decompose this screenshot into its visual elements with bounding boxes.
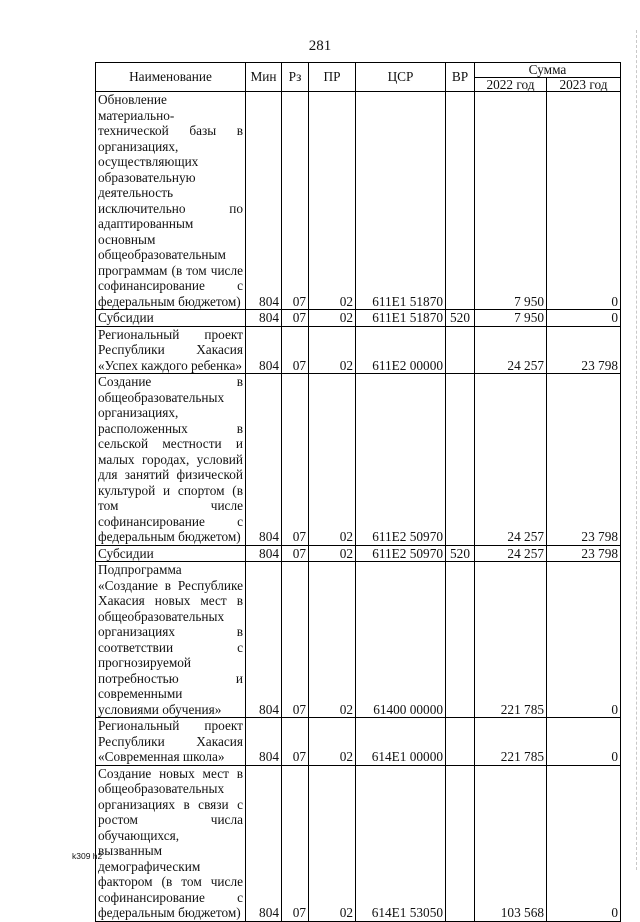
cell-min: 804 [246, 765, 282, 921]
cell-rz: 07 [282, 765, 309, 921]
cell-csr: 614E1 00000 [356, 718, 446, 766]
cell-csr: 611E2 00000 [356, 326, 446, 374]
cell-2022: 7 950 [475, 310, 547, 327]
header-sum: Сумма [475, 63, 621, 78]
header-vr: ВР [446, 63, 475, 92]
cell-csr: 611E1 51870 [356, 310, 446, 327]
cell-min: 804 [246, 374, 282, 546]
table-row [96, 765, 621, 921]
cell-vr [446, 718, 475, 766]
cell-min: 804 [246, 545, 282, 562]
scan-edge-divider [636, 30, 638, 870]
cell-name: Субсидии [96, 310, 246, 327]
cell-rz: 07 [282, 92, 309, 310]
cell-csr: 611E2 50970 [356, 374, 446, 546]
cell-pr: 02 [309, 92, 356, 310]
cell-2023: 23 798 [547, 326, 621, 374]
cell-name: Подпрограмма «Создание в Республике Хакасия новых мест в общеобразовательных организациях в соответствии с прогнозируемой потребностью и современными условиями обучения» [96, 562, 246, 718]
cell-2022: 221 785 [475, 718, 547, 766]
cell-csr: 614E1 53050 [356, 765, 446, 921]
cell-name: Обновление материально-технической базы в организациях, осуществляющих образовательную деятельность исключительно по адаптированным основным общеобразовательным программам (в том числе софинансирование с федеральным бюджетом) [96, 92, 246, 310]
cell-vr: 520 [446, 545, 475, 562]
cell-min: 804 [246, 326, 282, 374]
cell-vr: 520 [446, 310, 475, 327]
table-row [96, 545, 621, 562]
cell-rz: 07 [282, 310, 309, 327]
cell-2022: 103 568 [475, 765, 547, 921]
cell-2023: 0 [547, 718, 621, 766]
header-year-2023: 2023 год [547, 78, 621, 92]
cell-vr [446, 562, 475, 718]
cell-2022: 7 950 [475, 92, 547, 310]
cell-vr [446, 765, 475, 921]
table-row [96, 92, 621, 310]
cell-pr: 02 [309, 765, 356, 921]
page-number: 281 [308, 38, 332, 54]
cell-2023: 0 [547, 310, 621, 327]
cell-pr: 02 [309, 310, 356, 327]
cell-name: Создание в общеобразовательных организациях, расположенных в сельской местности и малых городах, условий для занятий физической культурой и спортом (в том числе софинансирование с федеральным бюджетом) [96, 374, 246, 546]
cell-csr: 611E2 50970 [356, 545, 446, 562]
cell-pr: 02 [309, 374, 356, 546]
cell-rz: 07 [282, 718, 309, 766]
cell-pr: 02 [309, 545, 356, 562]
header-min: Мин [246, 63, 282, 92]
cell-pr: 02 [309, 326, 356, 374]
cell-2023: 0 [547, 562, 621, 718]
table-row [96, 310, 621, 327]
header-pr: ПР [309, 63, 356, 92]
header-name: Наименование [96, 63, 246, 92]
header-csr: ЦСР [356, 63, 446, 92]
cell-pr: 02 [309, 718, 356, 766]
cell-rz: 07 [282, 374, 309, 546]
cell-vr [446, 374, 475, 546]
cell-min: 804 [246, 92, 282, 310]
cell-name: Субсидии [96, 545, 246, 562]
cell-2023: 0 [547, 765, 621, 921]
table-row [96, 718, 621, 766]
cell-2022: 24 257 [475, 326, 547, 374]
table-row [96, 562, 621, 718]
cell-2022: 221 785 [475, 562, 547, 718]
cell-2023: 0 [547, 92, 621, 310]
cell-name: Региональный проект Республики Хакасия «Современная школа» [96, 718, 246, 766]
cell-name: Создание новых мест в общеобразовательных организациях в связи с ростом числа обучающихся, вызванным демографическим фактором (в том числе софинансирование с федеральным бюджетом) [96, 765, 246, 921]
cell-min: 804 [246, 310, 282, 327]
table-row [96, 374, 621, 546]
cell-rz: 07 [282, 562, 309, 718]
header-rz: Рз [282, 63, 309, 92]
cell-2023: 23 798 [547, 374, 621, 546]
budget-table [95, 62, 621, 922]
cell-2022: 24 257 [475, 374, 547, 546]
table-row [96, 326, 621, 374]
cell-csr: 61400 00000 [356, 562, 446, 718]
cell-2022: 24 257 [475, 545, 547, 562]
header-year-2022: 2022 год [475, 78, 547, 92]
cell-2023: 23 798 [547, 545, 621, 562]
cell-min: 804 [246, 718, 282, 766]
cell-csr: 611E1 51870 [356, 92, 446, 310]
footer-code: k309 h2 [72, 851, 103, 861]
cell-name: Региональный проект Республики Хакасия «Успех каждого ребенка» [96, 326, 246, 374]
cell-pr: 02 [309, 562, 356, 718]
cell-rz: 07 [282, 326, 309, 374]
cell-min: 804 [246, 562, 282, 718]
cell-vr [446, 326, 475, 374]
cell-rz: 07 [282, 545, 309, 562]
cell-vr [446, 92, 475, 310]
